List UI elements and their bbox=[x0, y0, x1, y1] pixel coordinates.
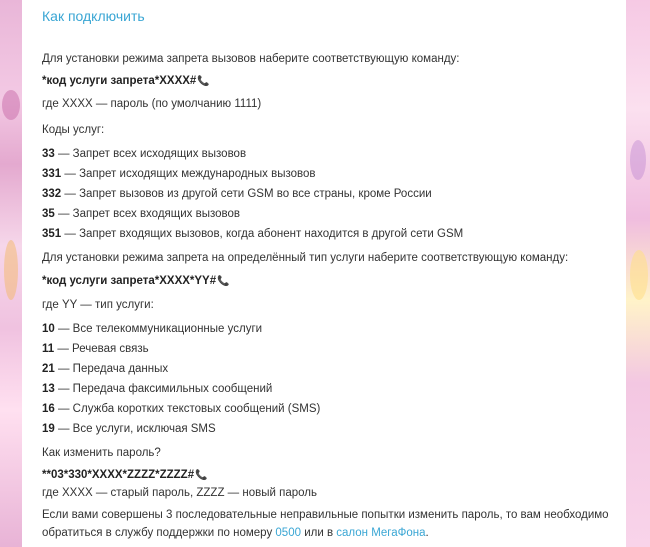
intro-text-2: Для установки режима запрета на определённый тип услуги наберите соответствующую команду: bbox=[42, 252, 569, 264]
list-item: 10 — Все телекоммуникационные услуги bbox=[42, 323, 263, 335]
footer-text-line-1: Если вами совершены 3 последовательные неправильные попытки изменить пароль, то вам необходимо bbox=[42, 509, 609, 521]
command-block bbox=[42, 74, 210, 89]
list-item: 19 — Все услуги, исключая SMS bbox=[42, 423, 216, 435]
phone-icon[interactable]: 📞 bbox=[197, 76, 210, 87]
support-phone-link[interactable]: 0500 bbox=[275, 527, 301, 539]
list-item: 331 — Запрет исходящих международных вызовов bbox=[42, 168, 316, 180]
command-text: *код услуги запрета*XXXX# bbox=[42, 75, 197, 87]
list-item: 21 — Передача данных bbox=[42, 363, 169, 375]
list-item: 33 — Запрет всех исходящих вызовов bbox=[42, 148, 247, 160]
password-title: Как изменить пароль? bbox=[42, 447, 161, 459]
password-note: где XXXX — пароль (по умолчанию 1111) bbox=[42, 98, 262, 110]
how-to-connect-link[interactable]: Как подключить bbox=[42, 8, 145, 24]
type-note: где YY — тип услуги: bbox=[42, 299, 154, 311]
salon-megafon-link[interactable]: салон МегаФона bbox=[336, 527, 426, 539]
command-block-3 bbox=[42, 468, 208, 483]
command-text: *код услуги запрета*XXXX*YY# bbox=[42, 275, 217, 287]
command-text: **03*330*XXXX*ZZZZ*ZZZZ# bbox=[42, 469, 195, 481]
codes-title: Коды услуг: bbox=[42, 124, 105, 136]
list-item: 13 — Передача факсимильных сообщений bbox=[42, 383, 273, 395]
decoration bbox=[2, 90, 20, 120]
command-block-2 bbox=[42, 274, 230, 289]
intro-text: Для установки режима запрета вызовов наберите соответствующую команду: bbox=[42, 53, 460, 65]
list-item: 351 — Запрет входящих вызовов, когда абонент находится в другой сети GSM bbox=[42, 228, 464, 240]
decoration bbox=[630, 140, 646, 180]
decoration bbox=[4, 240, 18, 300]
footer-text-line-2: обратиться в службу поддержки по номеру 0500 или в салон МегаФона. bbox=[42, 527, 429, 539]
phone-icon[interactable]: 📞 bbox=[217, 276, 230, 287]
list-item: 332 — Запрет вызовов из другой сети GSM во все страны, кроме России bbox=[42, 188, 432, 200]
list-item: 35 — Запрет всех входящих вызовов bbox=[42, 208, 240, 220]
list-item: 16 — Служба коротких текстовых сообщений (SMS) bbox=[42, 403, 321, 415]
phone-icon[interactable]: 📞 bbox=[195, 470, 208, 481]
list-item: 11 — Речевая связь bbox=[42, 343, 149, 355]
decoration bbox=[630, 250, 648, 300]
password-change-note: где XXXX — старый пароль, ZZZZ — новый пароль bbox=[42, 487, 317, 499]
